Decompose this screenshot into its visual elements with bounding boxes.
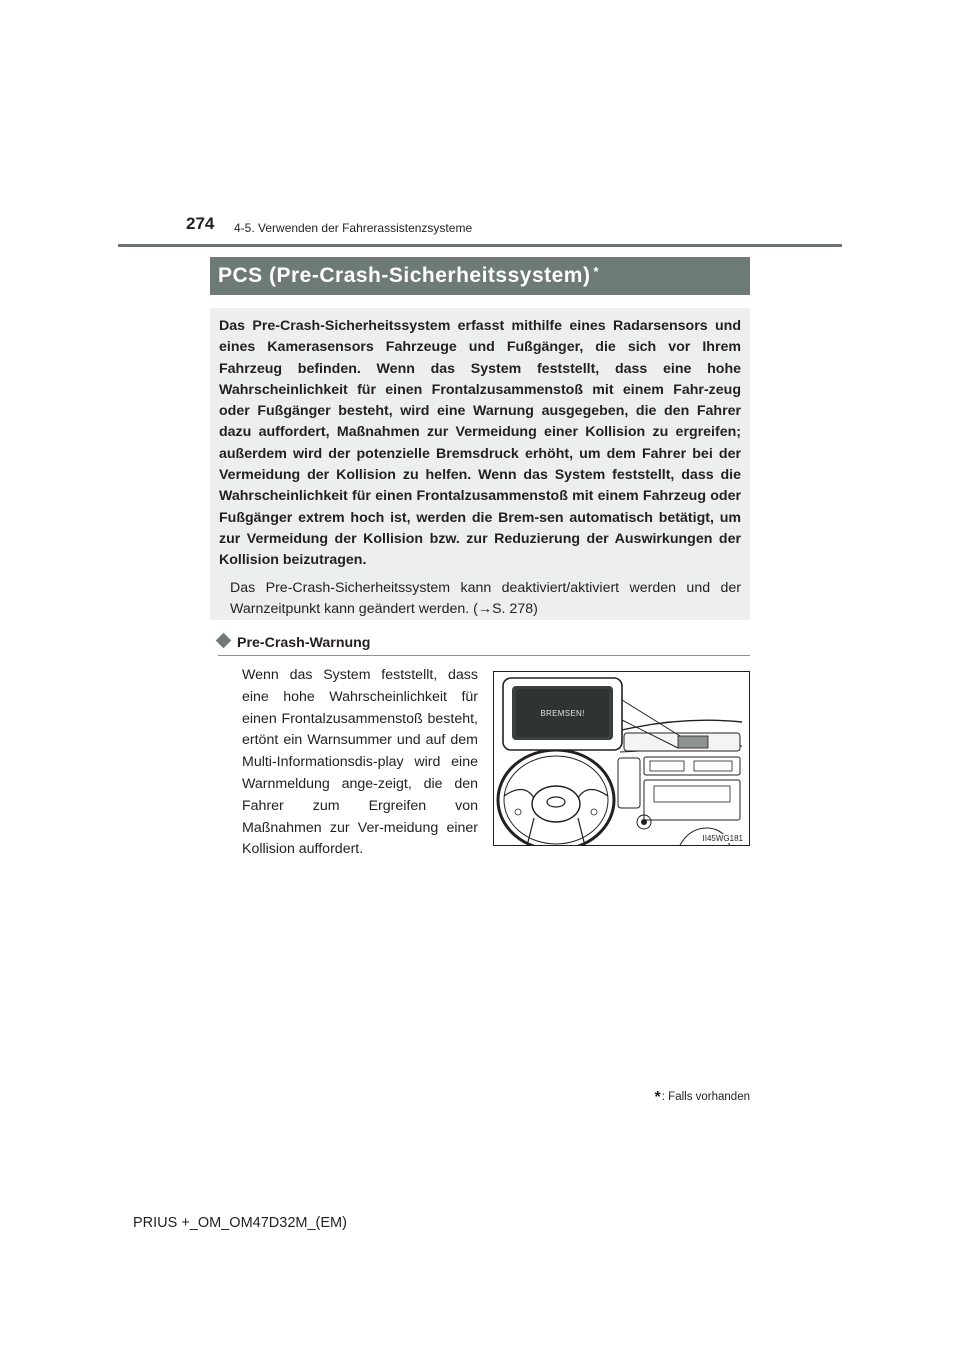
section-title: PCS (Pre-Crash-Sicherheitssystem) — [218, 264, 591, 287]
subsection-title: Pre-Crash-Warnung — [237, 635, 371, 651]
footnote-marker: * — [654, 1089, 661, 1106]
footnote — [655, 1089, 750, 1107]
subsection-heading — [218, 634, 370, 652]
diamond-bullet-icon — [216, 633, 232, 649]
optional-marker: * — [593, 264, 600, 279]
page-number: 274 — [186, 214, 215, 233]
section-title-bar — [210, 257, 750, 295]
footnote-text: : Falls vorhanden — [661, 1091, 750, 1103]
document-id: PRIUS +_OM_OM47D32M_(EM) — [133, 1215, 347, 1231]
intro-bold-text: Das Pre-Crash-Sicherheitssystem erfasst mithilfe eines Radarsensors und eines Kamerasensors Fahrzeuge und Fußgänger, die sich vor Ihrem Fahrzeug befinden. Wenn das System feststellt, dass eine hohe Wahrscheinlichkeit für einen Frontalzusammenstoß mit einem Fahr-zeug oder Fußgänger besteht, wird eine Warnung ausgegeben, die den Fahrer dazu auffordert, Maßnahmen zur Vermeidung einer Kollision zu ergreifen; außerdem wird der potenzielle Bremsdruck erhöht, um dem Fahrer bei der Vermeidung der Kollision zu helfen. Wenn das System feststellt, dass die Wahrscheinlichkeit für einen Frontalzusammenstoß mit einem Fahrzeug oder Fußgänger extrem hoch ist, werden die Brem-sen automatisch betätigt, um zur Vermeidung der Kollision bzw. zur Reduzierung der Auswirkungen der Kollision beizutragen. — [219, 318, 741, 569]
intro-box — [210, 308, 750, 620]
subsection-divider — [218, 655, 750, 656]
warning-description: Wenn das System feststellt, dass eine hohe Wahrscheinlichkeit für einen Frontalzusammenstoß besteht, ertönt ein Warnsummer und auf dem Multi-Informationsdis-play wird eine Warnmeldung ange-zeigt, die den Fahrer zum Ergreifen von Maßnahmen zur Ver-meidung einer Kollision auffordert. — [242, 667, 478, 858]
dashboard-illustration — [493, 671, 750, 846]
header-divider — [118, 244, 842, 247]
intro-note-text: Das Pre-Crash-Sicherheitssystem kann deaktiviert/aktiviert werden und der Warnzeitpunkt kann geändert werden. (→S. 278) — [230, 579, 741, 617]
illustration-code: II45WG181 — [702, 834, 743, 843]
section-reference: 4-5. Verwenden der Fahrerassistenzsysteme — [234, 221, 473, 235]
warning-display-text: BREMSEN! — [540, 708, 585, 718]
